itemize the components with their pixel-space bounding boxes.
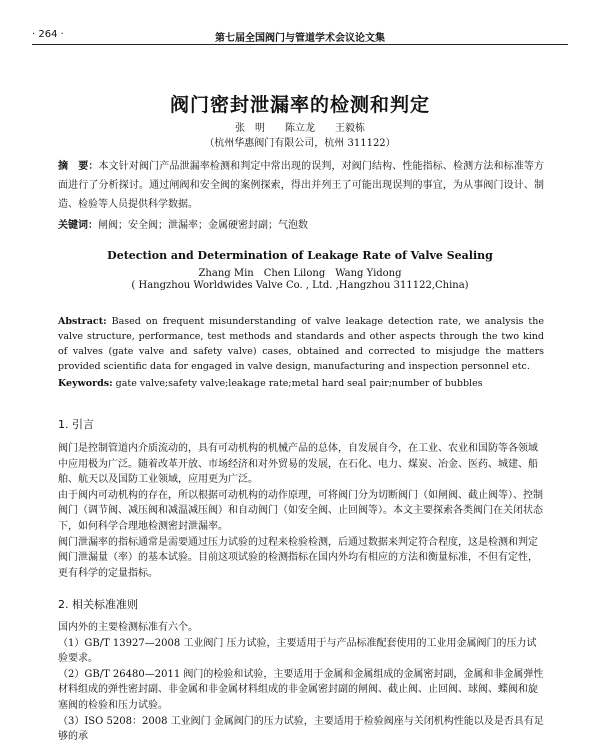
keywords-text-en: gate valve;safety valve;leakage rate;metal hard seal pair;number of bubbles: [115, 378, 483, 389]
header-rule: [32, 44, 568, 45]
title-chinese: 阀门密封泄漏率的检测和判定: [169, 94, 430, 116]
keywords-label-cn: 关键词：: [58, 220, 98, 231]
paragraph: （3）ISO 5208：2008 工业阀门 金属阀门的压力试验，主要适用于检验阀座与关闭机构性能以及是否具有足够的承: [58, 715, 544, 743]
paragraph: 阀门是控制管道内介质流动的，具有可动机构的机械产品的总体，自发展自今，在工业、农业和国防等各领域中应用极为广泛。随着改革开放、市场经济和对外贸易的发展，在石化、电力、煤炭、冶金、医药、城建、船舶、航天以及国防工业领域，应用更为广泛。: [58, 443, 538, 486]
abstract-label-cn: 摘 要：: [58, 161, 99, 172]
affiliation-english: ( Hangzhou Worldwides Valve Co. , Ltd. ,Hangzhou 311122,China): [131, 280, 469, 291]
keywords-english: [58, 378, 544, 389]
section-1-body: [58, 441, 544, 581]
abstract-text-cn: 本文针对阀门产品泄漏率检测和判定中常出现的误判，对阀门结构、性能指标、检测方法和标准等方面进行了分析探讨。通过闸阀和安全阀的案例探索，得出并列王了可能出现误判的事宜，为从事阀门设计、制造、检验等人员提供科学数据。: [58, 161, 545, 210]
paragraph: （2）GB/T 26480—2011 阀门的检验和试验，主要适用于金属和金属组成的金属密封副，金属和非金属弹性材料组成的弹性密封副、非金属和非金属材料组成的非金属密封副的闸阀、截止阀、止回阀、球阀、蝶阀和旋塞阀的检验和压力试验。: [58, 668, 544, 711]
running-header: [32, 29, 568, 45]
keywords-chinese: [58, 216, 544, 231]
page-number: · 264 ·: [32, 29, 64, 40]
conference-name: 第七届全国阀门与管道学术会议论文集: [215, 33, 385, 44]
paragraph: 阀门泄漏率的指标通常是需要通过压力试验的过程来检验检测，后通过数据来判定符合程度，这是检测和判定阀门泄漏量（率）的基本试验。目前这项试验的检测指标在国内外均有相应的方法和衡量标准，不但有定性，更有科学的定量指标。: [58, 536, 538, 579]
section-2-body: [58, 620, 544, 745]
section-2-heading: 2. 相关标准准则: [58, 598, 138, 611]
keywords-label-en: Keywords:: [58, 378, 113, 389]
paragraph: 由于阀内可动机构的存在，所以根据可动机构的动作原理，可将阀门分为切断阀门（如闸阀、截止阀等）、控制阀门（调节阀、减压阀和减温减压阀）和自动阀门（如安全阀、止回阀等）。本文主要探索各类阀门在关闭状态下，如何科学合理地检测密封泄漏率。: [58, 489, 543, 532]
authors-english: Zhang Min Chen Lilong Wang Yidong: [198, 268, 402, 279]
title-english: Detection and Determination of Leakage Rate of Valve Sealing: [107, 249, 493, 262]
authors-chinese: 张 明 陈立龙 王毅栋: [235, 123, 365, 134]
section-1-heading: 1. 引言: [58, 418, 94, 431]
abstract-label-en: Abstract:: [58, 316, 107, 327]
abstract-chinese: [58, 157, 544, 214]
paragraph: 国内外的主要检测标准有六个。: [58, 622, 198, 633]
keywords-text-cn: 闸阀；安全阀；泄漏率；金属硬密封副；气泡数: [98, 220, 308, 231]
affiliation-chinese: （杭州华惠阀门有限公司，杭州 311122）: [204, 138, 396, 149]
abstract-english: [58, 314, 544, 374]
paragraph: （1）GB/T 13927—2008 工业阀门 压力试验，主要适用于与产品标准配套使用的工业用金属阀门的压力试验要求。: [58, 637, 537, 665]
abstract-text-en: Based on frequent misunderstanding of valve leakage detection rate, we analysis the valve structure, performance, test methods and standards and other aspects through the two kind of valves (gate valve and safety valve) cases, obtained and corrected to misjudge the matters provided scientific data for engaged in valve design, manufacturing and inspection personnel etc.: [58, 316, 544, 372]
